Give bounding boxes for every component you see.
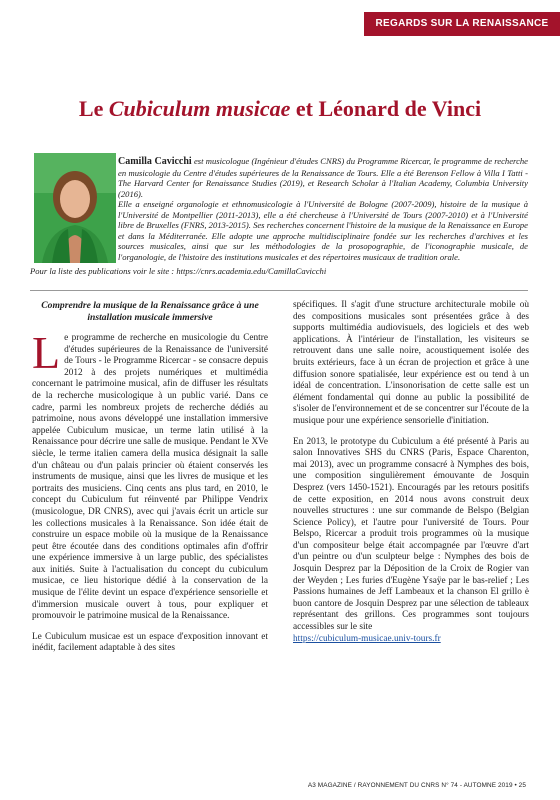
section-banner-label: REGARDS SUR LA RENAISSANCE xyxy=(375,18,549,29)
left-column xyxy=(32,300,268,664)
body-text-1: e programme de recherche en musicologie du Centre d'études supérieures de la Renaissance de l'université de Tours - le Programme Ricercar - se consacre depuis 2012 à des projets numériques et multimédia concernant le patrimoine musical, afin de diffuser les résultats de la recherche musicologique à un public varié. Dans ce cadre, parmi les nombreux projets de recherche dédiés au patrimoine, nous avons développé une installation immersive appelée Cubiculum musicae, un terme latin utilisé à la Renaissance pour décrire une salle de musique. Pendant le XVe siècle, le terme italien camera della musica désignait la salle d'un château ou d'un palais princier où étaient conservés les instruments de musique, ainsi que les livres de musique et les portraits des musiciens. Cinq cents ans plus tard, en 2010, le concept du Cubiculum fut réinventé par Philippe Vendrix (musicologue, DR CNRS), avec qui j'avais écrit un article sur les collections musicales à la Renaissance. Son idée était de construire un espace mobile où la musique de la Renaissance peut être écoutée dans des conditions optimales afin d'offrir une expérience immersive à un large public, des spécialistes aux initiés. Suite à l'actualisation du concept du cubiculum musicae, ce lieu historique dédié à la conservation de la musique de l'élite devint un espace d'expérience sensorielle et d'immersion musicale ouvert à tous, pour expliquer et promouvoir le patrimoine musical de la Renaissance. xyxy=(32,333,268,622)
publications-note: Pour la liste des publications voir le site : https://cnrs.academia.edu/CamillaCavicchi xyxy=(30,266,327,276)
body-paragraph-3: spécifiques. Il s'agit d'une structure architecturale mobile où des compositions musicales sont présentées grâce à des supports multimédia audiovisuels, des logiciels et des web applications. À l'intérieur de l'installation, les visiteurs se retrouvent dans une salle noire, acoustiquement isolée des bruits extérieurs, face à un écran de projection et grâce à une diffusion sonore spatialisée, leur expérience est ou tend à un idéal de concentration. L'insonorisation de cette salle est un élément fondamental qui donne au public la possibilité de s'isoler de l'environnement et de se concentrer sur l'écoute de la musique pour une expérience sensorielle d'initiation. xyxy=(293,300,529,426)
author-name: Camilla Cavicchi xyxy=(118,156,192,167)
article-title xyxy=(0,96,560,122)
section-banner xyxy=(364,12,560,36)
body-paragraph-4 xyxy=(293,437,529,646)
body-paragraph-1 xyxy=(32,327,268,623)
body-paragraph-2: Le Cubiculum musicae est un espace d'exposition innovant et inédit, facilement adaptable à des sites xyxy=(32,631,268,654)
page-footer: A3 MAGAZINE / RAYONNEMENT DU CNRS N° 74 - AUTOMNE 2019 • 25 xyxy=(307,782,526,789)
drop-cap: L xyxy=(32,327,61,378)
bio-text-1: est musicologue (Ingénieur d'études CNRS) du Programme Ricercar, le programme de recherche en musicologie du Centre d'études supérieures de la Renaissance de Tours. Elle a été Berenson Fellow à Villa I Tatti - The Harvard Center for Renaissance Studies (2019), et Research Scholar à l'Italian Academy, Columbia University (2016). xyxy=(118,156,528,199)
intro-heading: Comprendre la musique de la Renaissance grâce à une installation musicale immersive xyxy=(41,300,259,323)
bio-paragraph-2: Elle a enseigné organologie et ethnomusicologie à l'Université de Bologne (2007-2009), histoire de la musique à l'Université de Montpellier (2011-2013), elle a été chercheuse à l'Université de Tours (2007-2010) et à l'Université libre de Bruxelles (FNRS, 2013-2015). Ses recherches concernent l'histoire de la musique de la Renaissance en Europe et dans la Méditerranée. Elle adopte une approche multidisciplinaire fondée sur les recherches d'archives et les sources musicales, ainsi que sur les méthodologies de la prosopographie, de l'iconographie musicale, de l'organologie, de l'histoire des institutions musicales et des répertoires musicaux de tradition orale. xyxy=(118,199,528,262)
cubiculum-website-link[interactable]: https://cubiculum-musicae.univ-tours.fr xyxy=(293,633,441,644)
title-suffix: et Léonard de Vinci xyxy=(290,96,482,121)
right-column xyxy=(293,300,529,654)
title-italic: Cubiculum musicae xyxy=(108,96,291,121)
author-bio xyxy=(30,156,528,277)
title-prefix: Le xyxy=(78,96,109,121)
body-text-4: En 2013, le prototype du Cubiculum a été présenté à Paris au salon Innovatives SHS du CNRS (Paris, Espace Charenton, mai 2013), avec un programme consacré à Nymphes des bois, une composition singulièrement émouvante de Josquin Desprez (vers 1450-1521). Encouragés par les retours positifs de cette exposition, en 2014 nous avons construit deux nouvelles structures : une sur commande de Belspo (Belgian Science Policy), et l'autre pour l'université de Tours. Pour Belspo, Ricercar a produit trois programmes où la musique d'un compositeur belge était accompagnée par l'œuvre d'art d'un peintre ou d'un sculpteur belge : Nymphes des bois de Josquin Desprez par la Déposition de la Croix de Rogier van der Weyden ; Les furies d'Eugène Ysaÿe par le bas-relief ; Les Passions humaines de Jeff Lambeaux et la chanson El grillo è buon cantore de Josquin Desprez par une sélection de tableaux représentant des grillons. Ces programmes sont toujours accessibles sur le site xyxy=(293,436,529,633)
section-divider xyxy=(30,290,528,291)
